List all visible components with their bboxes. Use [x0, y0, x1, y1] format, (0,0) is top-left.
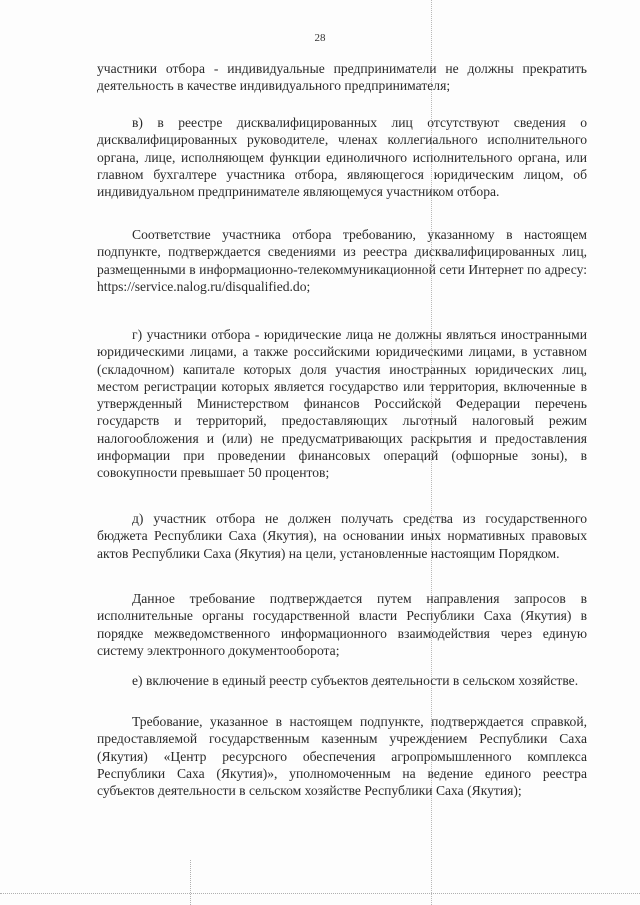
paragraph-disqualified-confirmation: Соответствие участника отбора требованию, указанному в настоящем подпункте, подтверждается сведениями из реестра дисквалифицированных лиц, размещенными в информационно-телекоммуникационной сети Интернет по адресу: https://service.nalog.ru/disqualified.do; — [97, 227, 587, 294]
paragraph-sole-proprietors: участники отбора - индивидуальные предприниматели не должны прекратить деятельность в качестве индивидуального предпринимателя; — [97, 61, 587, 94]
paragraph-requirement-confirmation: Данное требование подтверждается путем направления запросов в исполнительные органы государственной власти Республики Саха (Якутия) в порядке межведомственного информационного взаимодействия через единую систему электронного документооборота; — [97, 591, 587, 658]
scan-fold-line-lower — [190, 860, 191, 905]
page-number: 28 — [314, 32, 326, 44]
paragraph-item-d-budget-funds: д) участник отбора не должен получать средства из государственного бюджета Республики Саха (Якутия), на основании иных нормативных правовых актов Республики Саха (Якутия) на цели, установленные настоящим Порядком. — [97, 511, 587, 561]
scan-bottom-edge — [0, 893, 640, 894]
paragraph-item-v-disqualified-registry: в) в реестре дисквалифицированных лиц отсутствуют сведения о дисквалифицированных руководителе, членах коллегиального исполнительного органа, лице, исполняющем функции единоличного исполнительного органа, или главном бухгалтере участника отбора, являющегося юридическим лицом, об индивидуальном предпринимателе являющемуся участником отбора. — [97, 115, 587, 200]
paragraph-agri-registry-certificate: Требование, указанное в настоящем подпункте, подтверждается справкой, предоставляемой государственным казенным учреждением Республики Саха (Якутия) «Центр ресурсного обеспечения агропромышленного комплекса Республики Саха (Якутия)», уполномоченным на ведение единого реестра субъектов деятельности в сельском хозяйстве Республики Саха (Якутия); — [97, 714, 587, 799]
paragraph-item-e-agri-registry: е) включение в единый реестр субъектов деятельности в сельском хозяйстве. — [132, 673, 579, 688]
paragraph-item-g-foreign-entities: г) участники отбора - юридические лица не должны являться иностранными юридическими лицами, а также российскими юридическими лицами, в уставном (складочном) капитале которых доля участия иностранных юридических лиц, местом регистрации которых является государство или территория, включенные в утвержденный Министерством финансов Российской Федерации перечень государств и территорий, предоставляющих льготный налоговый режим налогообложения и (или) не предусматривающих раскрытия и предоставления информации при проведении финансовых операций (офшорные зоны), в совокупности превышает 50 процентов; — [97, 327, 587, 481]
